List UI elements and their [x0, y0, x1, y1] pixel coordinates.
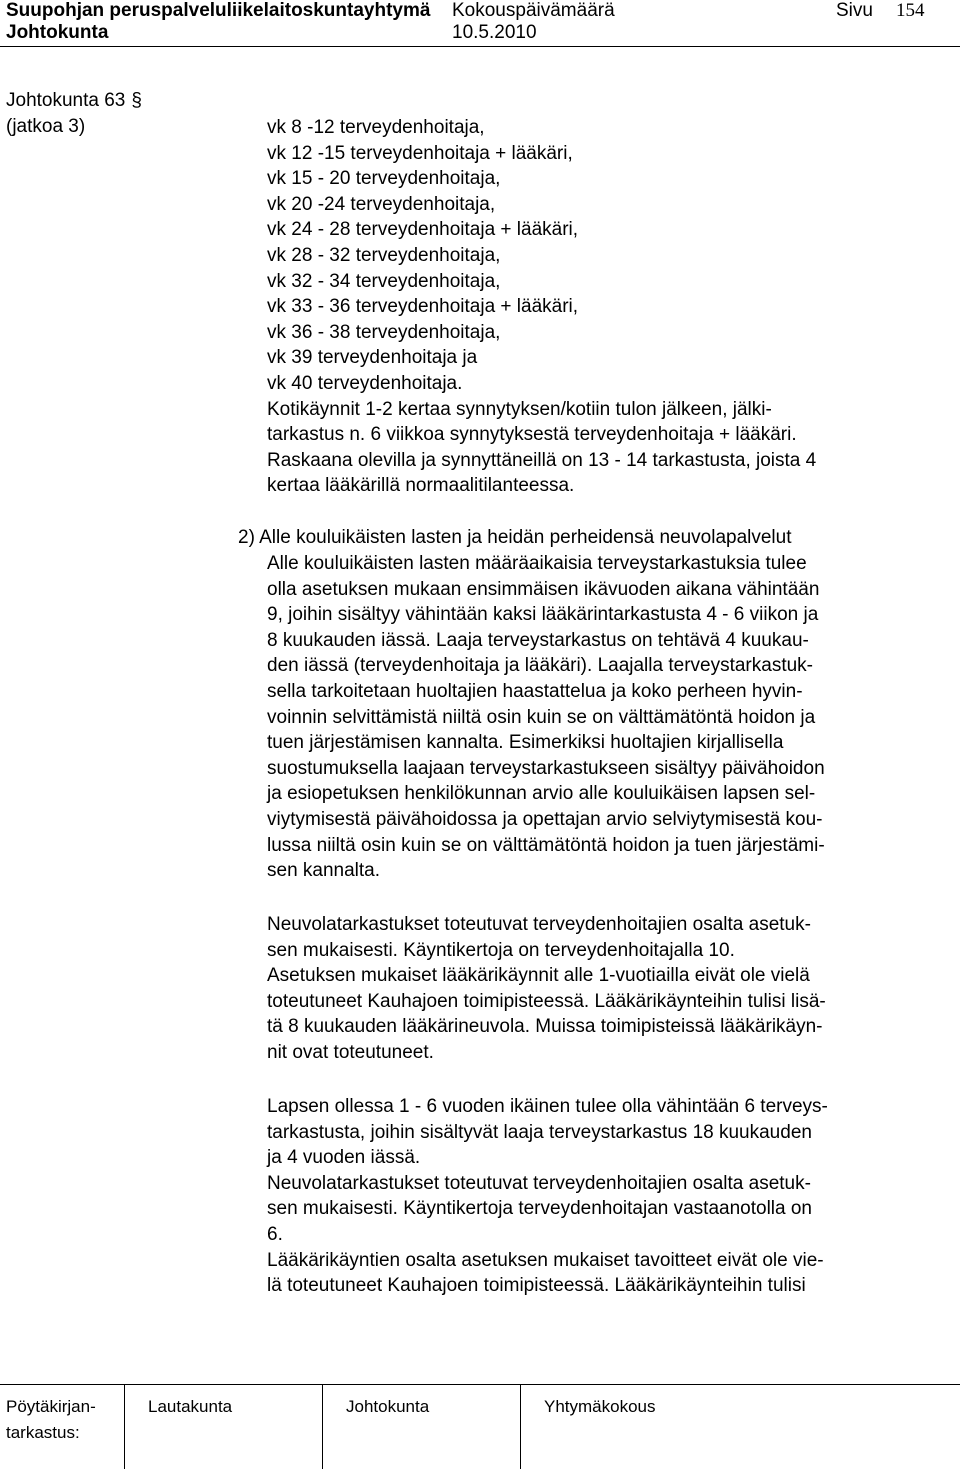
minutes-check-label-line2: tarkastus: [6, 1423, 80, 1442]
section-2-heading: 2) Alle kouluikäisten lasten ja heidän perheidensä neuvolapalvelut [238, 527, 792, 548]
meeting-reference [6, 88, 142, 140]
minutes-check-label-line1: Pöytäkirjan- [6, 1397, 96, 1416]
organization-name: Suupohjan peruspalveluliikelaitoskuntayhtymä [6, 0, 431, 21]
footer-divider [0, 1384, 960, 1385]
footer-col-lautakunta: Lautakunta [148, 1397, 233, 1416]
header-divider [0, 46, 960, 47]
page-number: 154 [896, 0, 925, 21]
date-value: 10.5.2010 [452, 22, 537, 43]
section-2-text: Alle kouluikäisten lasten määräaikaisia terveystarkastuksia tulee olla asetuksen mukaan ensimmäisen ikävuoden aikana vähintään 9, joihin sisältyy vähintään kaksi lääkärintarkastusta 4 - 6 viikon ja 8 kuukauden iässä. Laaja terveystarkastus on tehtävä 4 kuukau- den iässä (terveydenhoitaja ja lääkäri). Laajalla terveystarkastuk- sella tarkoitetaan huoltajien haastattelua ja koko perheen hyvin- voinnin selvittämistä niiltä osin kuin se on välttämätöntä hoidon ja tuen järjestämisen kannalta. Esimerkiksi huoltajien kirjallisella suostumuksella laajaan terveystarkastukseen sisältyy päivähoidon ja esiopetuksen henkilökunnan arvio alle kouluikäisen lapsen sel- viytymisestä päivähoidossa ja opettajan arvio selviytymisestä kou- lussa niiltä osin kuin se on välttämätöntä hoidon ja tuen järjestämi- sen kannalta. [267, 553, 825, 882]
footer-separator [124, 1385, 125, 1469]
section-symbol: § [131, 90, 142, 111]
paragraph-3: Neuvolatarkastukset toteutuvat terveydenhoitajien osalta asetuk- sen mukaisesti. Käyntikertoja on terveydenhoitajalla 10. Asetuksen mukaiset lääkärikäynnit alle 1-vuotiailla eivät ole vielä toteutuneet Kauhajoen toimipisteessä. Lääkärikäynteihin tulisi lisä- tä 8 kuukauden lääkärineuvola. Muissa toimipisteissä lääkärikäyn- nit ovat toteutuneet. [267, 914, 826, 1063]
footer-separator [520, 1385, 521, 1469]
meeting-continuation: (jatkoa 3) [6, 116, 86, 137]
paragraph-4: Lapsen ollessa 1 - 6 vuoden ikäinen tulee olla vähintään 6 terveys- tarkastusta, joihin sisältyvät laaja terveystarkastus 18 kuukauden ja 4 vuoden iässä. Neuvolatarkastukset toteutuvat terveydenhoitajien osalta asetuk- sen mukaisesti. Käyntikertoja terveydenhoitajan vastaanotolla on 6. Lääkärikäyntien osalta asetuksen mukaiset tavoitteet eivät ole vie- lä toteutuneet Kauhajoen toimipisteessä. Lääkärikäynteihin tulisi [267, 1096, 828, 1297]
page-label: Sivu [836, 0, 873, 21]
body-name: Johtokunta [6, 22, 109, 43]
minutes-check-label [6, 1394, 96, 1446]
footer-col-yhtymakokous: Yhtymäkokous [544, 1397, 656, 1416]
footer-col-johtokunta: Johtokunta [346, 1397, 430, 1416]
meeting-title: Johtokunta 63 [6, 90, 126, 111]
visit-schedule-list: vk 8 -12 terveydenhoitaja, vk 12 -15 terveydenhoitaja + lääkäri, vk 15 - 20 terveydenhoitaja, vk 20 -24 terveydenhoitaja, vk 24 - 28 terveydenhoitaja + lääkäri, vk 28 - 32 terveydenhoitaja, vk 32 - 34 terveydenhoitaja, vk 33 - 36 terveydenhoitaja + lääkäri, vk 36 - 38 terveydenhoitaja, vk 39 terveydenhoitaja ja vk 40 terveydenhoitaja. Kotikäynnit 1-2 kertaa synnytyksen/kotiin tulon jälkeen, jälki- tarkastus n. 6 viikkoa synnytyksestä terveydenhoitaja + lääkäri. Raskaana olevilla ja synnyttäneillä on 13 - 14 tarkastusta, joista 4 kertaa lääkärillä normaalitilanteessa. [267, 117, 817, 497]
footer-separator [322, 1385, 323, 1469]
date-label: Kokouspäivämäärä [452, 0, 615, 21]
